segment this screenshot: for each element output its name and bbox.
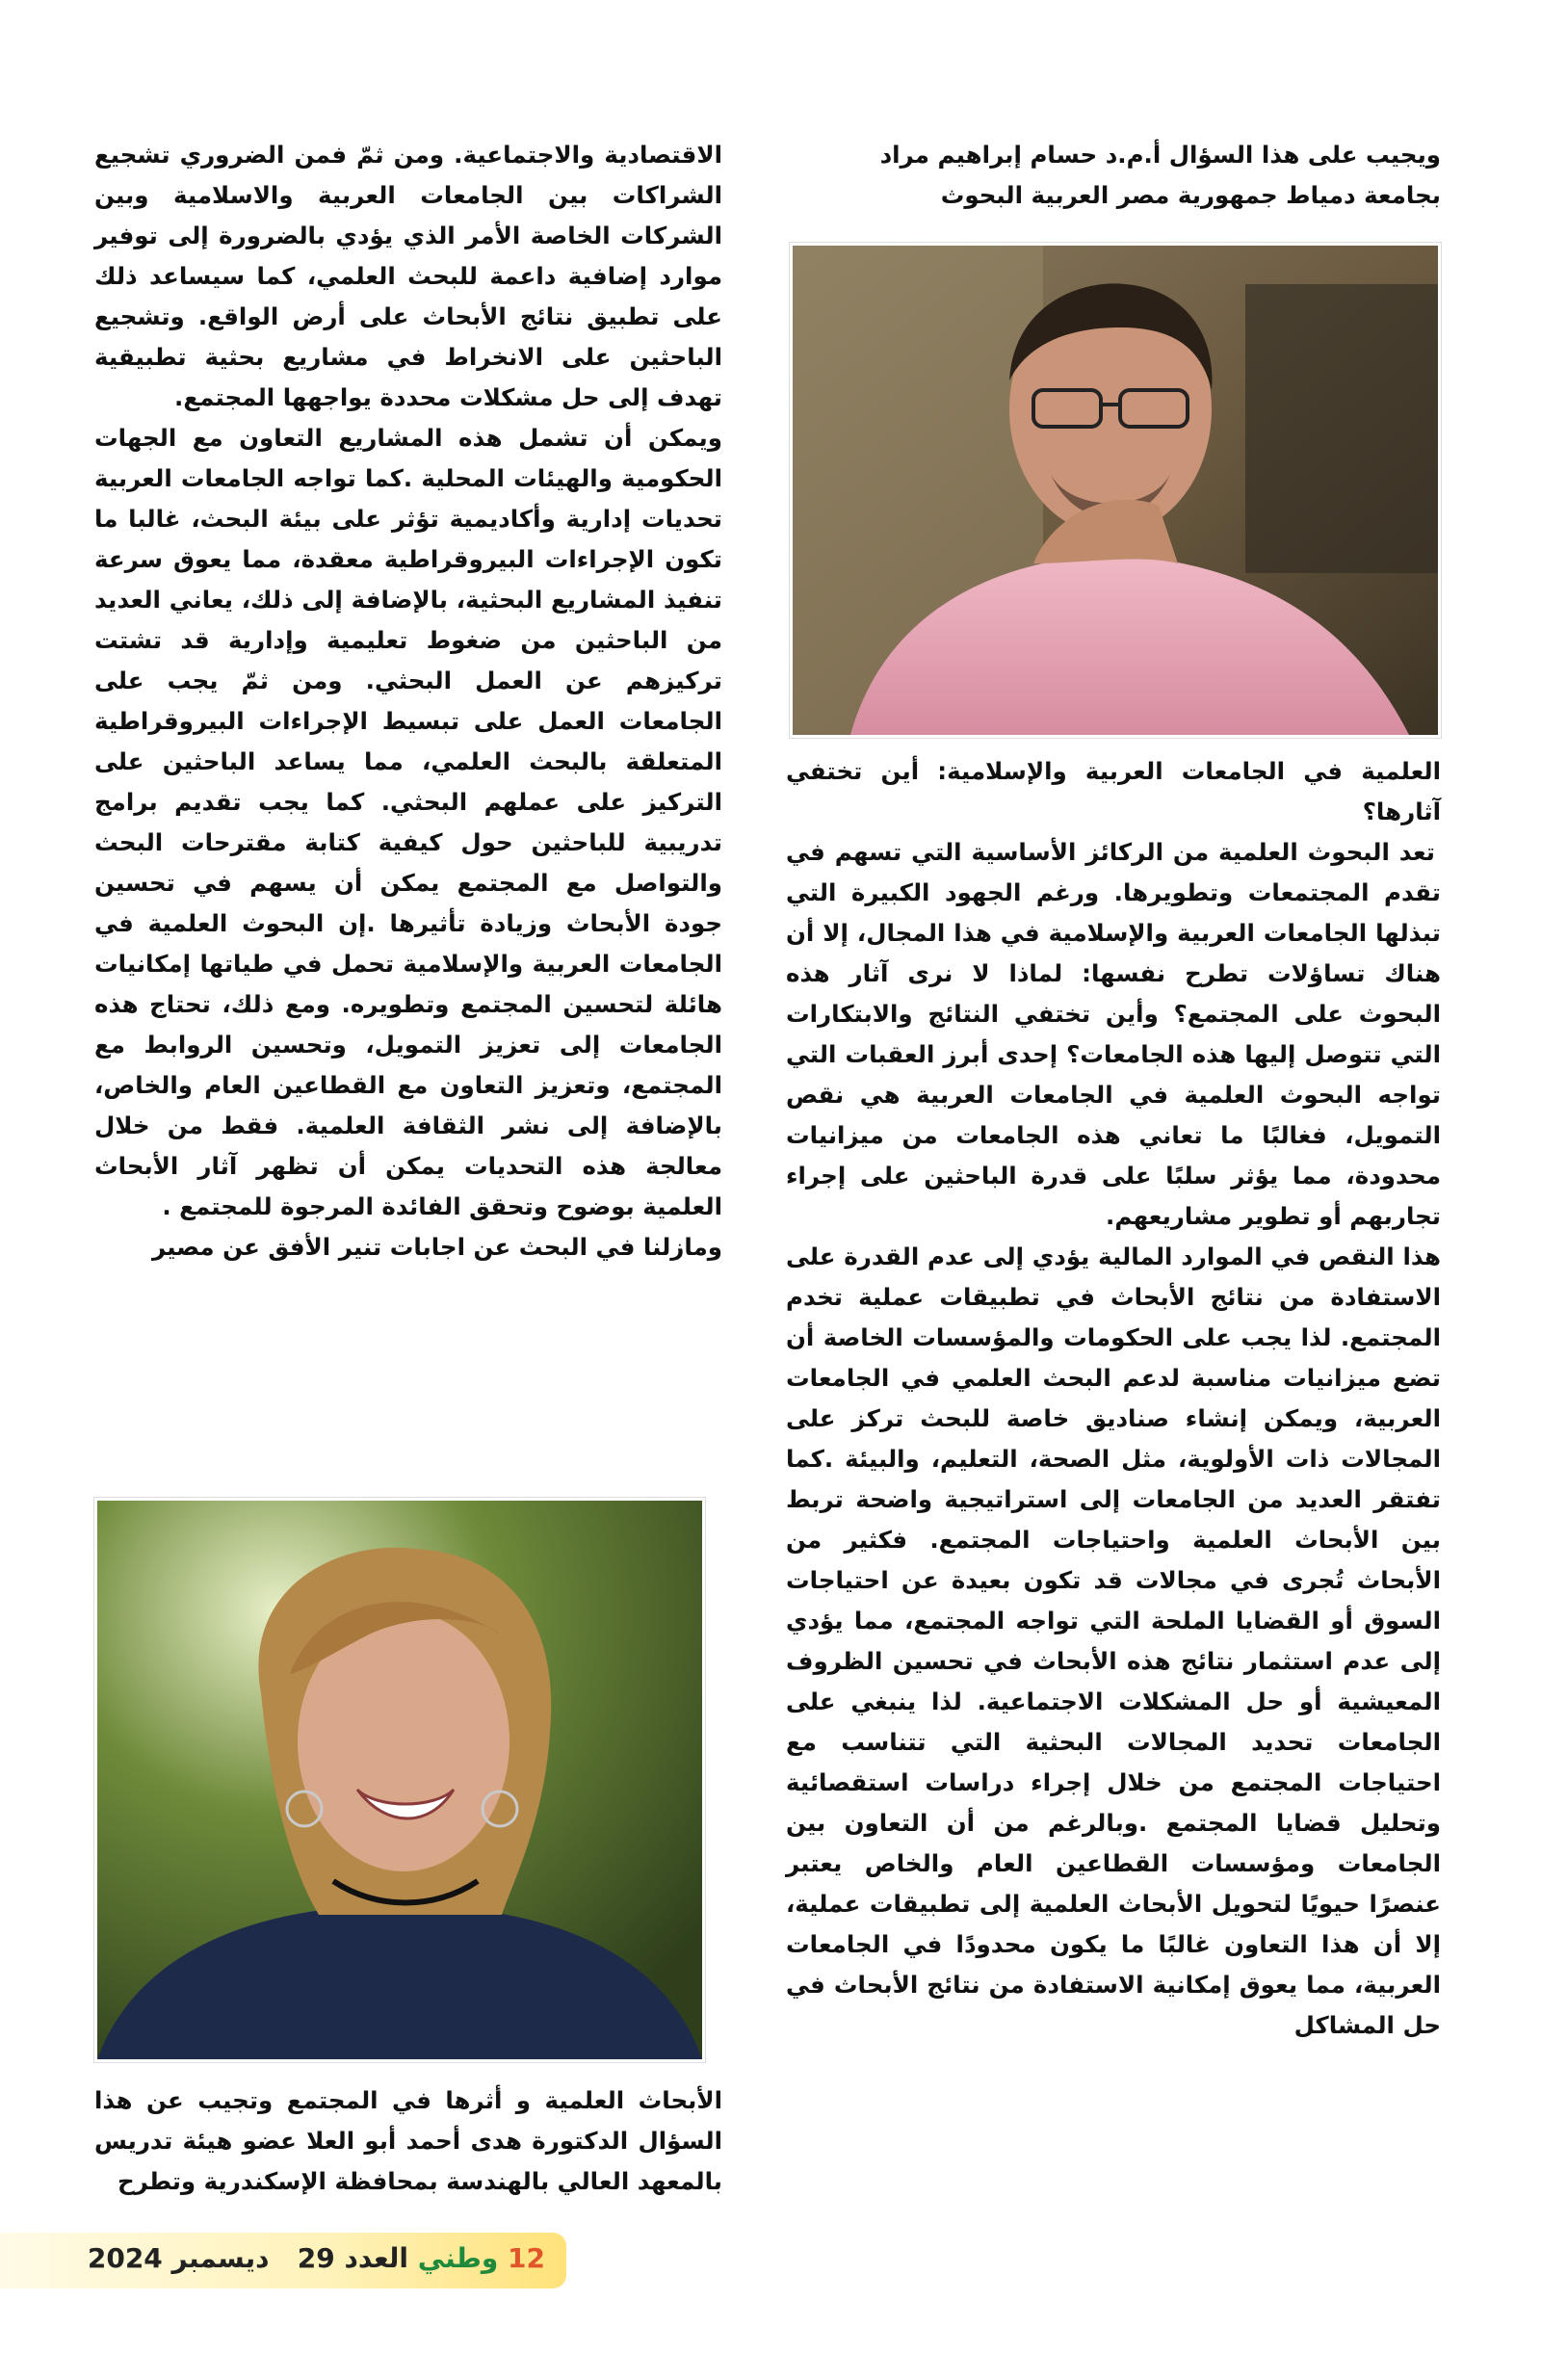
article-paragraph: تعد البحوث العلمية من الركائز الأساسية التي تسهم في تقدم المجتمعات وتطويرها. ورغم الجهود الكبيرة التي تبذلها الجامعات العربية والإسلامية في هذا المجال، إلا أن هناك تساؤلات تطرح نفسها: لماذا لا نرى آثار هذه البحوث على المجتمع؟ وأين تختفي النتائج والابتكارات التي تتوصل إليها هذه الجامعات؟ إحدى أبرز العقبات التي تواجه البحوث العلمية في الجامعات العربية هي نقص التمويل، فغالبًا ما تعاني هذه الجامعات من ميزانيات محدودة، مما يؤثر سلبًا على قدرة الباحثين على إجراء تجاربهم أو تطوير مشاريعهم. <box>786 838 1441 1230</box>
footer-text <box>88 2242 545 2274</box>
page-number: 12 <box>508 2242 545 2274</box>
page-footer <box>0 2233 566 2288</box>
intro-line-2: بجامعة دمياط جمهورية مصر العربية البحوث <box>940 181 1441 209</box>
left-column-closing <box>94 2080 722 2202</box>
issue-label: العدد <box>344 2242 408 2274</box>
right-column <box>786 135 1441 216</box>
portrait-image <box>97 1501 702 2059</box>
left-column <box>94 135 722 1268</box>
article-paragraph: ومازلنا في البحث عن اجابات تنير الأفق عن مصير <box>152 1233 722 1261</box>
article-paragraph: هذا النقص في الموارد المالية يؤدي إلى عدم القدرة على الاستفادة من نتائج الأبحاث في تطبيقات عملية تخدم المجتمع. لذا يجب على الحكومات والمؤسسات الخاصة أن تضع ميزانيات مناسبة لدعم البحث العلمي في الجامعات العربية، ويمكن إنشاء صناديق خاصة للبحث تركز على المجالات ذات الأولوية، مثل الصحة، التعليم، والبيئة .كما تفتقر العديد من الجامعات إلى استراتيجية واضحة تربط بين الأبحاث العلمية واحتياجات المجتمع. فكثير من الأبحاث تُجرى في مجالات قد تكون بعيدة عن احتياجات السوق أو القضايا الملحة التي تواجه المجتمع، مما يؤدي إلى عدم استثمار نتائج هذه الأبحاث في تحسين الظروف المعيشية أو حل المشكلات الاجتماعية. لذا ينبغي على الجامعات تحديد المجالات البحثية التي تتناسب مع احتياجات المجتمع من خلال إجراء دراسات استقصائية وتحليل قضايا المجتمع .وبالرغم من أن التعاون بين الجامعات ومؤسسات القطاعين العام والخاص يعتبر عنصرًا حيويًا لتحويل الأبحاث العلمية إلى تطبيقات عملية، إلا أن هذا التعاون غالبًا ما يكون محدودًا في الجامعات العربية، مما يعوق إمكانية الاستفادة من نتائج الأبحاث في حل المشاكل <box>786 1242 1441 2039</box>
intro-line-1: ويجيب على هذا السؤال أ.م.د حسام إبراهيم مراد <box>879 141 1441 169</box>
issue-number: 29 <box>297 2242 335 2274</box>
closing-paragraph: الأبحاث العلمية و أثرها في المجتمع وتجيب عن هذا السؤال الدكتورة هدى أحمد أبو العلا عضو هيئة تدريس بالمعهد العالي بالهندسة بمحافظة الإسكندرية وتطرح <box>94 2086 722 2195</box>
portrait-photo-hoda-abou-elela <box>94 1498 705 2062</box>
magazine-logo: وطني <box>417 2242 499 2274</box>
article-paragraph: ويمكن أن تشمل هذه المشاريع التعاون مع الجهات الحكومية والهيئات المحلية .كما تواجه الجامعات العربية تحديات إدارية وأكاديمية تؤثر على بيئة البحث، غالبا ما تكون الإجراءات البيروقراطية معقدة، مما يعوق سرعة تنفيذ المشاريع البحثية، بالإضافة إلى ذلك، يعاني العديد من الباحثين من ضغوط تعليمية وإدارية قد تشتت تركيزهم عن العمل البحثي. ومن ثمّ يجب على الجامعات العمل على تبسيط الإجراءات البيروقراطية المتعلقة بالبحث العلمي، مما يساعد الباحثين على التركيز على عملهم البحثي. كما يجب تقديم برامج تدريبية للباحثين حول كيفية كتابة مقترحات البحث والتواصل مع المجتمع يمكن أن يسهم في تحسين جودة الأبحاث وزيادة تأثيرها .إن البحوث العلمية في الجامعات العربية والإسلامية تحمل في طياتها إمكانيات هائلة لتحسين المجتمع وتطويره. ومع ذلك، تحتاج هذه الجامعات إلى تعزيز التمويل، وتحسين الروابط مع المجتمع، وتعزيز التعاون مع القطاعين العام والخاص، بالإضافة إلى نشر الثقافة العلمية. فقط من خلال معالجة هذه التحديات يمكن أن تظهر آثار الأبحاث العلمية بوضوح وتحقق الفائدة المرجوة للمجتمع . <box>94 424 722 1220</box>
issue-month: ديسمبر <box>171 2242 270 2274</box>
portrait-photo-hossam-morad <box>790 243 1441 738</box>
article-paragraph: الاقتصادية والاجتماعية. ومن ثمّ فمن الضروري تشجيع الشراكات بين الجامعات العربية والاسلامية وبين الشركات الخاصة الأمر الذي يؤدي بالضرورة إلى توفير موارد إضافية داعمة للبحث العلمي، كما سيساعد ذلك على تطبيق نتائج الأبحاث على أرض الواقع. وتشجيع الباحثين على الانخراط في مشاريع بحثية تطبيقية تهدف إلى حل مشكلات محددة يواجهها المجتمع. <box>94 141 722 411</box>
issue-year: 2024 <box>87 2242 163 2274</box>
portrait-image <box>793 246 1438 735</box>
article-paragraph: العلمية في الجامعات العربية والإسلامية: أين تختفي آثارها؟ <box>786 757 1441 825</box>
right-column-body <box>786 751 1441 2046</box>
